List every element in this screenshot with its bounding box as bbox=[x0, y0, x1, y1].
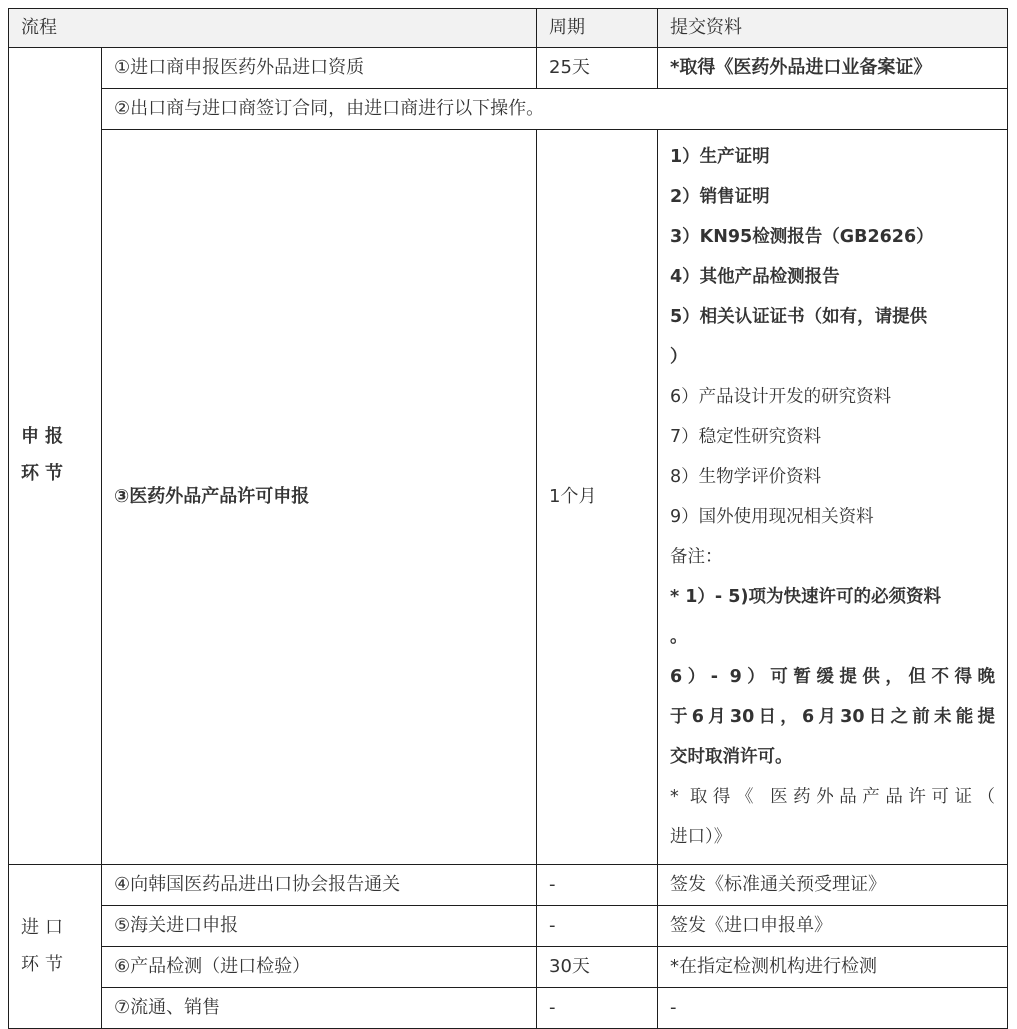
step7-text: ⑦流通、销售 bbox=[102, 988, 537, 1029]
material-note: 交时取消许可。 bbox=[670, 747, 793, 767]
material-item: 2）销售证明 bbox=[670, 187, 770, 207]
table-row-step7 bbox=[9, 988, 1008, 1029]
material-item: 3）KN95检测报告（GB2626） bbox=[670, 227, 934, 247]
material-item: 5）相关认证证书（如有，请提供 bbox=[670, 307, 928, 327]
material-note: 于6月30日，6月30日之前未能提 bbox=[670, 707, 995, 727]
header-process: 流程 bbox=[9, 9, 537, 48]
step3-cycle: 1个月 bbox=[537, 130, 658, 865]
step4-materials: 签发《标准通关预受理证》 bbox=[658, 865, 1008, 906]
table-row-step6 bbox=[9, 947, 1008, 988]
material-item: 1）生产证明 bbox=[670, 147, 770, 167]
step7-cycle: - bbox=[537, 988, 658, 1029]
step4-cycle: - bbox=[537, 865, 658, 906]
step2-text: ②出口商与进口商签订合同，由进口商进行以下操作。 bbox=[102, 89, 1008, 130]
table-row-step1 bbox=[9, 48, 1008, 89]
material-note: 进口）》 bbox=[670, 827, 732, 847]
material-note-label: 备注： bbox=[670, 547, 723, 567]
material-item: 6）产品设计开发的研究资料 bbox=[670, 387, 892, 407]
table-row-step3 bbox=[9, 130, 1008, 865]
stage-declaration: 申报环节 bbox=[9, 48, 102, 865]
material-item: 4）其他产品检测报告 bbox=[670, 267, 840, 287]
header-cycle: 周期 bbox=[537, 9, 658, 48]
process-table bbox=[8, 8, 1008, 1029]
material-note: * 取得《 医药外品产品许可证（ bbox=[670, 787, 995, 807]
step1-cycle: 25天 bbox=[537, 48, 658, 89]
header-materials: 提交资料 bbox=[658, 9, 1008, 48]
material-item: 8）生物学评价资料 bbox=[670, 467, 822, 487]
material-item: 7）稳定性研究资料 bbox=[670, 427, 822, 447]
material-item: 9）国外使用现况相关资料 bbox=[670, 507, 874, 527]
material-note: 。 bbox=[670, 627, 688, 647]
step1-materials: *取得《医药外品进口业备案证》 bbox=[658, 48, 1008, 89]
step5-text: ⑤海关进口申报 bbox=[102, 906, 537, 947]
table-row-step4 bbox=[9, 865, 1008, 906]
step1-text: ①进口商申报医药外品进口资质 bbox=[102, 48, 537, 89]
material-note: 6）- 9）可暂缓提供，但不得晚 bbox=[670, 667, 995, 687]
table-row-step5 bbox=[9, 906, 1008, 947]
step6-materials: *在指定检测机构进行检测 bbox=[658, 947, 1008, 988]
step6-cycle: 30天 bbox=[537, 947, 658, 988]
step3-text: ③医药外品产品许可申报 bbox=[102, 130, 537, 865]
material-item: ） bbox=[670, 347, 688, 367]
stage-import: 进口环节 bbox=[9, 865, 102, 1029]
step4-text: ④向韩国医药品进出口协会报告通关 bbox=[102, 865, 537, 906]
step3-materials bbox=[658, 130, 1008, 865]
step5-materials: 签发《进口申报单》 bbox=[658, 906, 1008, 947]
step5-cycle: - bbox=[537, 906, 658, 947]
table-header-row bbox=[9, 9, 1008, 48]
step7-materials: - bbox=[658, 988, 1008, 1029]
material-note: * 1）- 5)项为快速许可的必须资料 bbox=[670, 587, 941, 607]
table-row-step2 bbox=[9, 89, 1008, 130]
step6-text: ⑥产品检测（进口检验） bbox=[102, 947, 537, 988]
